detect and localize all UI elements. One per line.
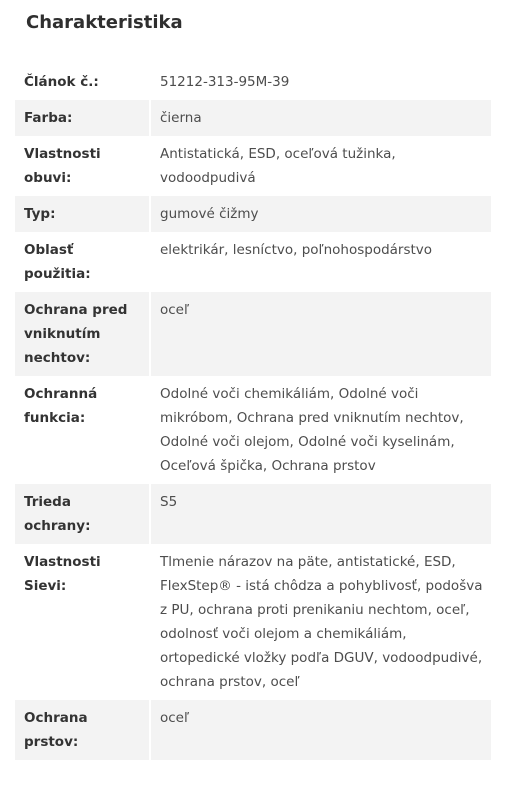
row-value: oceľ [151, 700, 491, 760]
row-value: elektrikár, lesníctvo, poľnohospodárstvo [160, 242, 433, 258]
row-label: Trieda ochrany: [15, 484, 151, 544]
table-row [15, 136, 491, 196]
table-row [15, 100, 491, 136]
row-label: Vlastnosti Sievi: [15, 544, 151, 700]
table-row [15, 64, 491, 100]
row-value: Tlmenie nárazov na päte, antistatické, ESD, FlexStep® - istá chôdza a pohyblivosť, podošva z PU, ochrana proti prenikaniu nechtom, oceľ, odolnosť voči olejom a chemikáliám, ortopedické vložky podľa DGUV, vodoodpudivé, ochrana prstov, oceľ [160, 554, 483, 690]
table-row [15, 484, 491, 544]
row-value: oceľ [151, 292, 491, 376]
table-row [15, 376, 491, 484]
row-label: Ochrana prstov: [15, 700, 151, 760]
row-value: čierna [151, 100, 491, 136]
table-row [15, 700, 491, 760]
row-label: Ochranná funkcia: [15, 376, 151, 484]
table-row [15, 292, 491, 376]
row-value: gumové čižmy [151, 196, 491, 232]
row-label: Oblasť použitia: [15, 232, 151, 292]
characteristics-section [0, 0, 514, 35]
row-value: S5 [151, 484, 491, 544]
row-value: Antistatická, ESD, oceľová tužinka, vodoodpudivá [160, 146, 396, 186]
characteristics-table [15, 64, 491, 760]
row-value: 51212-313-95M-39 [160, 74, 290, 90]
row-label: Typ: [15, 196, 151, 232]
row-label: Článok č.: [15, 64, 151, 100]
table-row [15, 544, 491, 700]
row-label: Vlastnosti obuvi: [15, 136, 151, 196]
table-row [15, 232, 491, 292]
row-label: Ochrana pred vniknutím nechtov: [15, 292, 151, 376]
section-title: Charakteristika [26, 12, 183, 33]
table-row [15, 196, 491, 232]
row-label: Farba: [15, 100, 151, 136]
row-value: Odolné voči chemikáliám, Odolné voči mikróbom, Ochrana pred vniknutím nechtov, Odolné voči olejom, Odolné voči kyselinám, Oceľová špička, Ochrana prstov [160, 386, 464, 474]
